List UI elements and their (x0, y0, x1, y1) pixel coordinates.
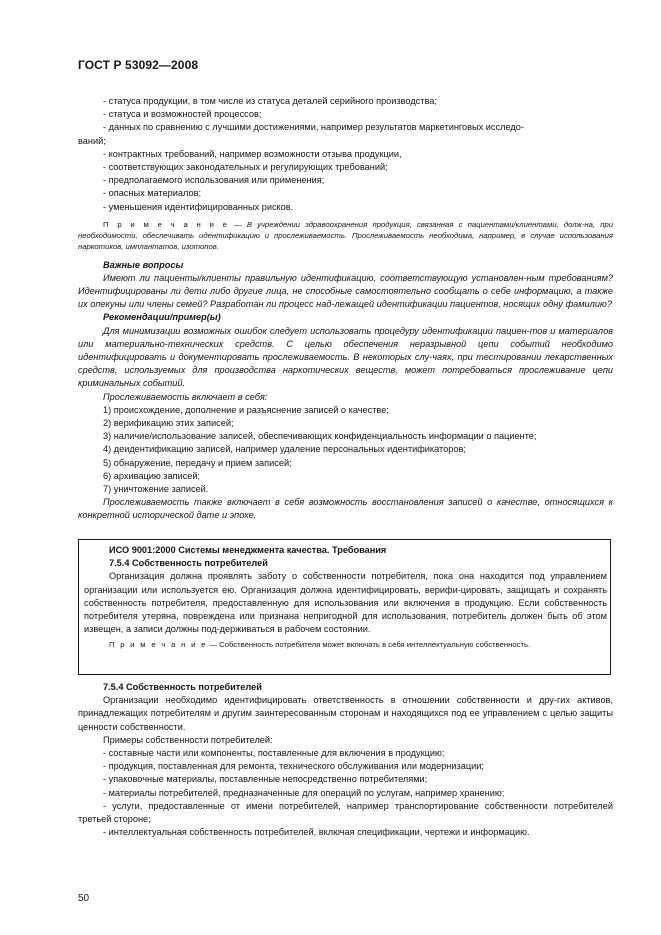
section-heading: 7.5.4 Собственность потребителей (103, 682, 262, 692)
iso-text: Организация должна проявлять заботу о собственности потребителя, пока она находится под управлением организации или используется ею. Организация должна идентифицировать, верифи-цировать, защищать и сохранять собственность потребителя, предоставленную для использования или включения в продукцию. Если собственность потребителя утеряна, повреждена или признана непригодной для использования, потребитель должен быть об этом извещен, а записи должны под-держиваться в рабочем состоянии. (84, 571, 607, 635)
trace-item: 3) наличие/использование записей, обеспечивающих конфиденциальность информации о пациенте; (103, 431, 537, 442)
upper-body (78, 95, 613, 523)
list-item: - опасных материалов; (103, 188, 202, 199)
note-healthcare (78, 220, 613, 253)
trace-closing: Прослеживаемость также включает в себя возможность восстановления записей о качестве, относящихся к конкретной исторической дате и эпохе. (78, 497, 613, 521)
list-item: - статуса продукции, в том числе из статуса деталей серийного производства; (103, 96, 437, 106)
list-item: - данных по сравнению с лучшими достижениями, например результатов маркетинговых исследо- (103, 122, 524, 133)
list-item: - контрактных требований, например возможности отзыва продукции, (103, 148, 402, 159)
examples-intro: Примеры собственности потребителей: (103, 734, 273, 745)
questions-heading: Важные вопросы (103, 259, 184, 270)
iso-title: ИСО 9001:2000 Системы менеджмента качества. Требования (109, 545, 387, 555)
iso-excerpt-box (78, 539, 611, 675)
trace-item: 1) происхождение, дополнение и разъяснение записей о качестве; (103, 404, 389, 415)
lower-section (78, 681, 613, 839)
iso-subtitle: 7.5.4 Собственность потребителей (109, 558, 268, 569)
note-label: П р и м е ч а н и е (103, 219, 229, 229)
recommend-text: Для минимизации возможных ошибок следует использовать процедуру идентификации пациен-тов и материалов или материально-технических средств. С целью обеспечения неразрывной цепи событий необходимо идентифицировать и документировать прослеживаемость. В некоторых слу-чаях, при тестировании лекарственных средств, используемых для производства наркотических веществ, может потребоваться прослеживание цепи криминальных событий. (78, 325, 613, 389)
note-text: — В учреждении здравоохранения продукция, связанная с пациентами/клиентами, долж-на, при необходимости, обеспечивать идентификацию и прослеживаемость. Прослеживаемость необходима, например, в случае использования наркотиков, имплантатов, изотопов. (78, 219, 614, 251)
recommend-heading: Рекомендации/пример(ы) (103, 312, 221, 323)
list-item: - уменьшения идентифицированных рисков. (103, 201, 294, 212)
list-item: - предполагаемого использования или применения; (103, 175, 325, 186)
page-number: 50 (78, 893, 90, 904)
trace-item: 2) верификацию этих записей; (103, 417, 234, 428)
list-item: - соответствующих законодательных и регулирующих требований; (103, 162, 388, 173)
trace-item: 5) обнаружение, передачу и прием записей; (103, 457, 292, 468)
doc-header: ГОСТ Р 53092—2008 (78, 58, 199, 72)
list-item: - статуса и возможностей процессов; (103, 109, 262, 120)
trace-item: 6) архивацию записей; (103, 470, 201, 481)
trace-item: 7) уничтожение записей. (103, 484, 209, 494)
list-item-continuation: ваний; (78, 135, 106, 146)
iso-note-label: П р и м е ч а н и е (109, 640, 208, 650)
example-item: - упаковочные материалы, поставленные непосредственно потребителями; (103, 774, 428, 785)
example-item: - интеллектуальная собственность потребителей, включая спецификации, чертежи и информацию. (103, 827, 530, 838)
iso-note-text: — Собственность потребителя может включать в себя интеллектуальную собственность. (207, 640, 531, 650)
iso-note (84, 639, 607, 650)
example-item: - продукция, поставленная для ремонта, технического обслуживания или модернизации; (103, 761, 484, 772)
trace-intro: Прослеживаемость включает в себя: (103, 391, 268, 402)
example-item: - услуги, предоставленные от имени потребителей, например транспортирование собственности потребителей третьей стороне; (78, 800, 613, 825)
example-item: - составные части или компоненты, поставленные для включения в продукцию; (103, 748, 445, 759)
questions-text: Имеют ли пациенты/клиенты правильную идентификацию, соответствующую установлен-ным требованиям? Идентифицированы ли дети либо другие лица, не способные самостоятельно сообщать о себе информацию, а также их опекуны или члены семей? Разработан ли процесс над-лежащей идентификации пациентов, носящих одну фамилию? (78, 272, 613, 310)
section-text: Организации необходимо идентифицировать ответственность в отношении собственности и дру-гих активов, принадлежащих потребителям и другим заинтересованным сторонам и находящихся под ее управлением с целью защиты ценности собственности. (78, 695, 613, 732)
trace-item: 4) деидентификацию записей, например удаление персональных идентификаторов; (103, 444, 466, 455)
example-item: - материалы потребителей, предназначенные для операций по услугам, например хранению; (103, 787, 505, 798)
